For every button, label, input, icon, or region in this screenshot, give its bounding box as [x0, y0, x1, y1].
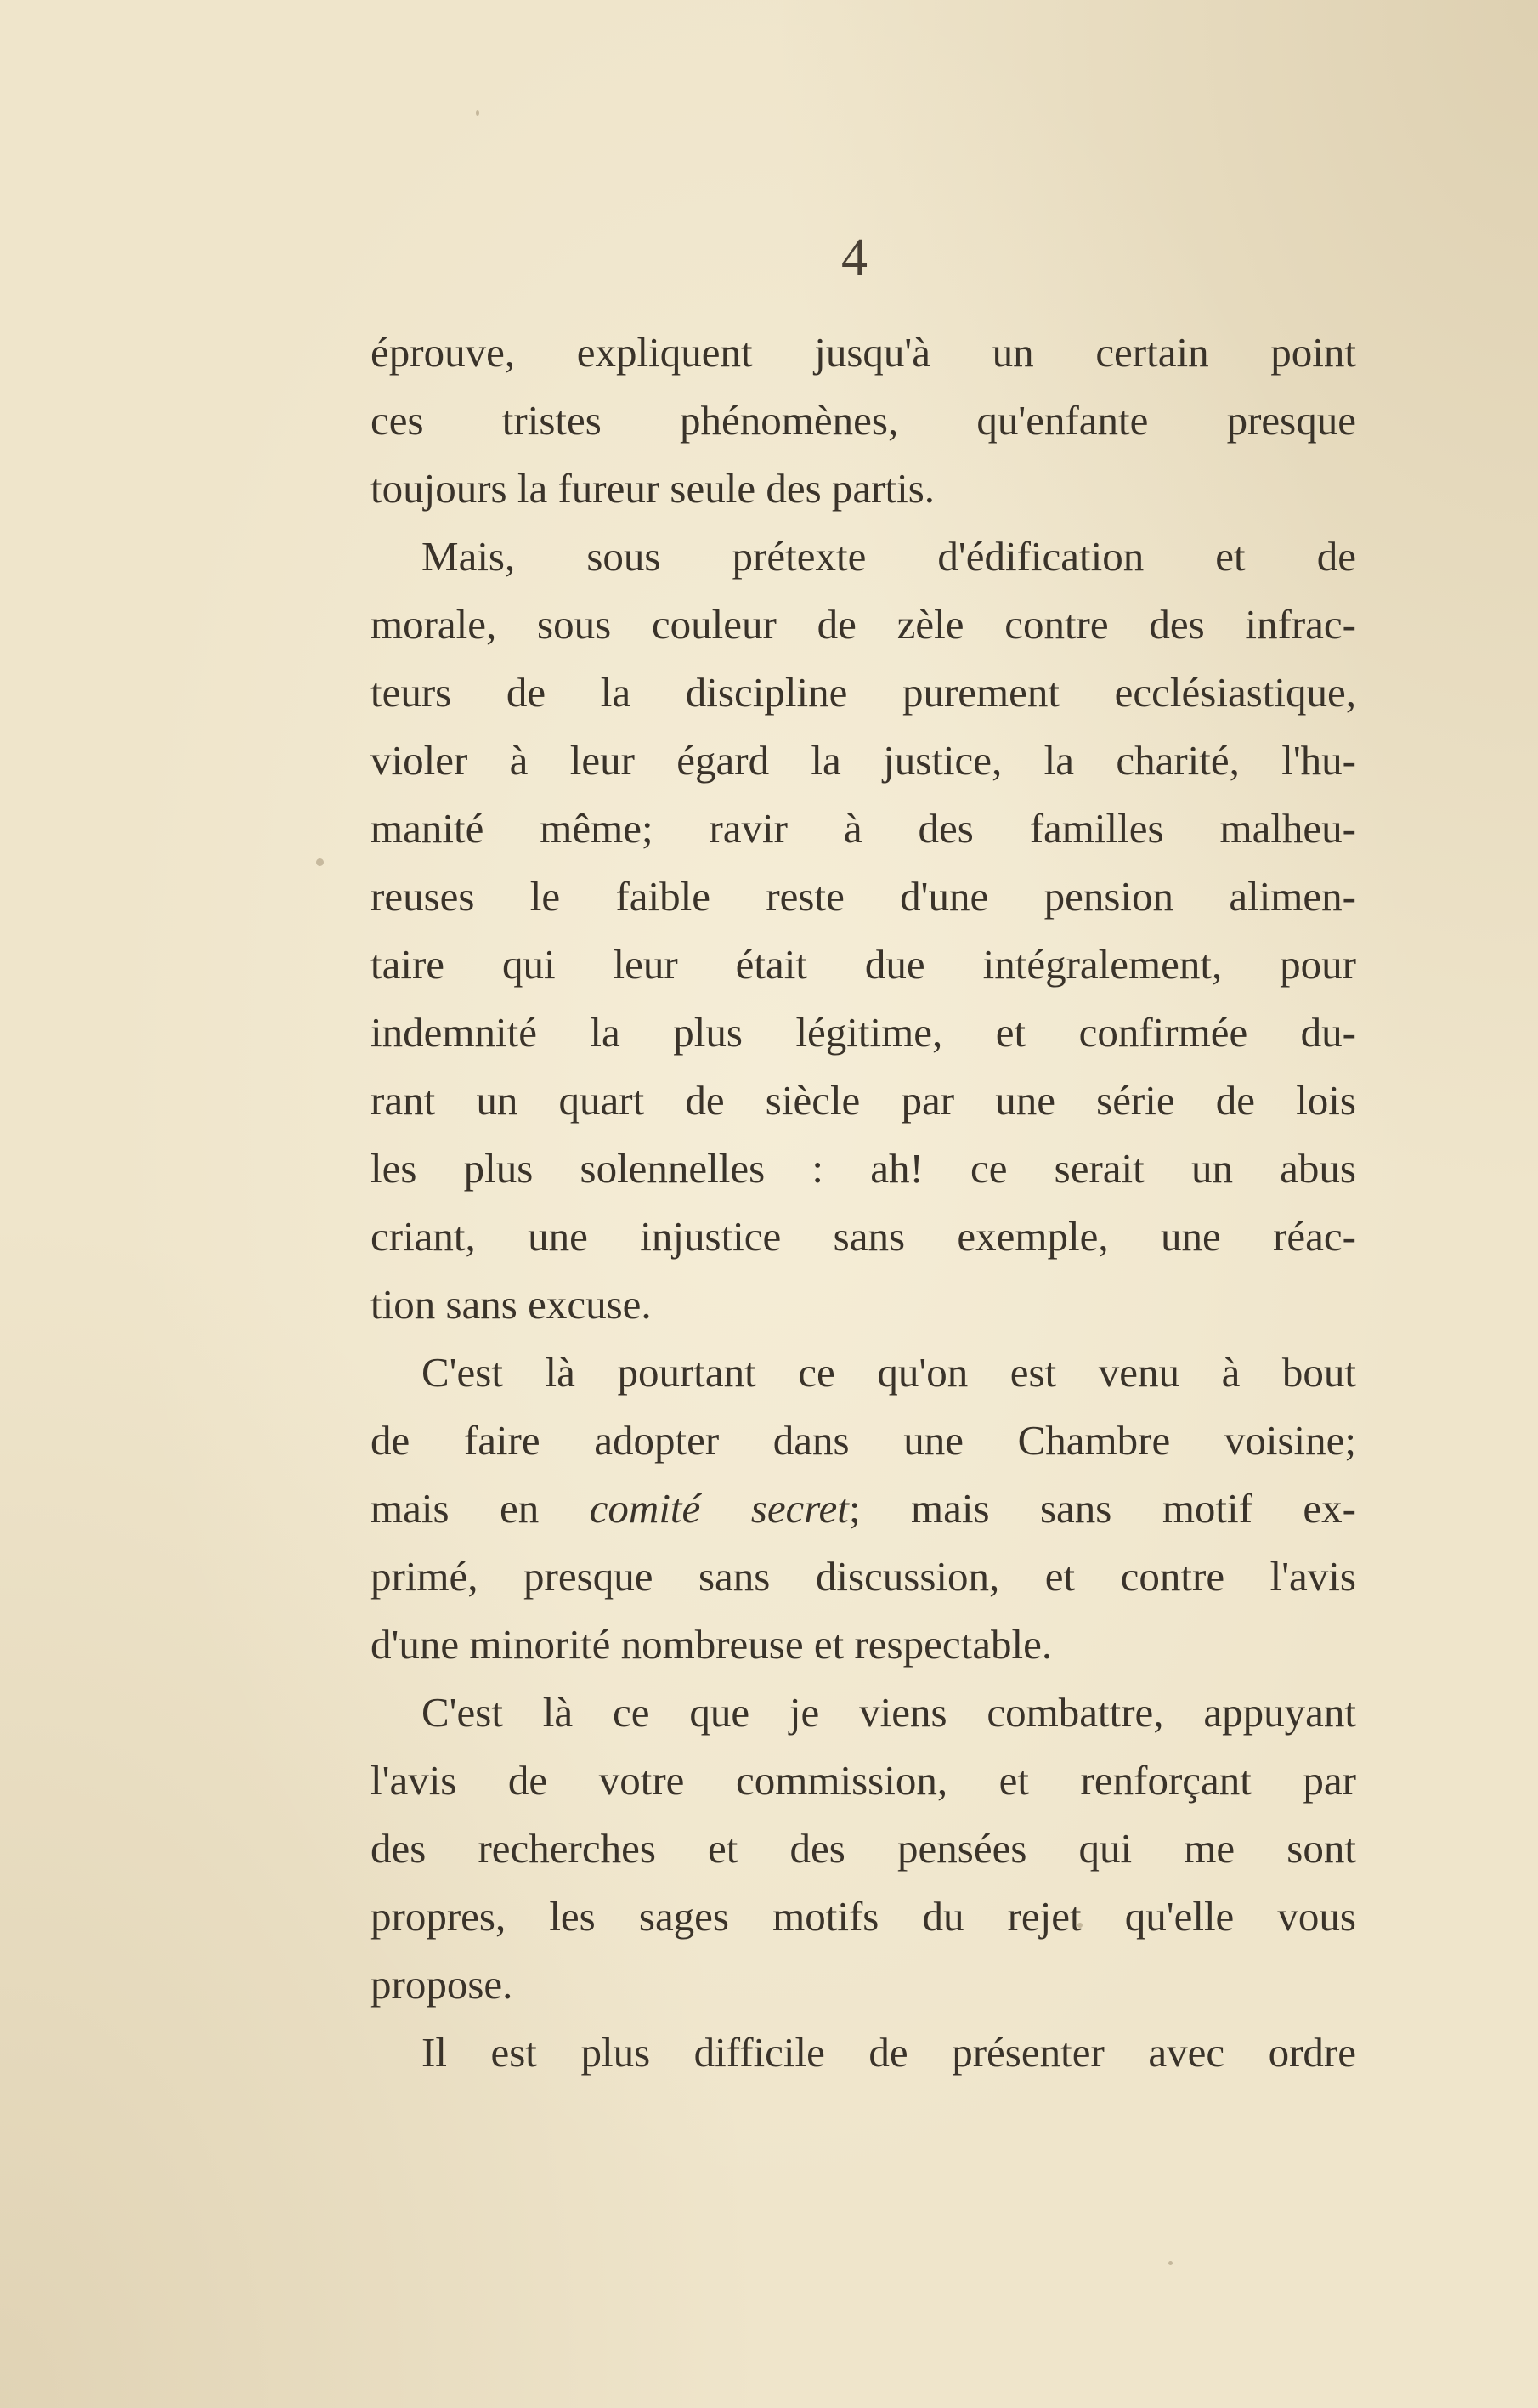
text-line: violer à leur égard la justice, la charité, l'hu- [370, 737, 1356, 784]
text-line [370, 1475, 1356, 1543]
text-line: Il est plus difficile de présenter avec ordre [421, 2029, 1356, 2076]
paper-speck [1168, 2261, 1173, 2265]
text-line: des recherches et des pensées qui me sont [370, 1825, 1356, 1872]
text-line: toujours la fureur seule des partis. [370, 465, 936, 512]
text-line: manité même; ravir à des familles malheu- [370, 805, 1356, 852]
text-run: mais en [370, 1485, 590, 1532]
text-line: les plus solennelles : ah! ce serait un abus [370, 1145, 1356, 1192]
text-line: éprouve, expliquent jusqu'à un certain point [370, 329, 1356, 376]
text-line: tion sans excuse. [370, 1281, 652, 1328]
text-line: morale, sous couleur de zèle contre des infrac- [370, 601, 1356, 648]
text-line: l'avis de votre commission, et renforçant par [370, 1757, 1356, 1804]
text-line: rant un quart de siècle par une série de lois [370, 1077, 1356, 1124]
italic-phrase: comité secret [589, 1485, 849, 1532]
text-line: indemnité la plus légitime, et confirmée du- [370, 1009, 1356, 1056]
text-line: d'une minorité nombreuse et respectable. [370, 1621, 1053, 1668]
text-line: propres, les sages motifs du rejet qu'elle vous [370, 1893, 1356, 1940]
text-line: de faire adopter dans une Chambre voisine; [370, 1417, 1356, 1464]
paper-speck [1077, 1923, 1083, 1928]
page-number: 4 [841, 229, 868, 286]
text-line: teurs de la discipline purement ecclésiastique, [370, 669, 1356, 716]
text-line: criant, une injustice sans exemple, une réac- [370, 1213, 1356, 1260]
body-text [370, 319, 1356, 2087]
text-run: ; mais sans motif ex- [848, 1485, 1356, 1532]
text-line: propose. [370, 1961, 513, 2008]
paper-speck [316, 858, 324, 866]
text-line: ces tristes phénomènes, qu'enfante presque [370, 397, 1356, 444]
text-line: reuses le faible reste d'une pension alimen- [370, 873, 1356, 920]
text-line: C'est là ce que je viens combattre, appuyant [421, 1689, 1356, 1736]
text-line: taire qui leur était due intégralement, pour [370, 941, 1356, 988]
paper-speck [476, 110, 479, 116]
text-line: primé, presque sans discussion, et contre l'avis [370, 1553, 1356, 1600]
text-line: Mais, sous prétexte d'édification et de [421, 533, 1356, 580]
text-line: C'est là pourtant ce qu'on est venu à bout [421, 1349, 1356, 1396]
